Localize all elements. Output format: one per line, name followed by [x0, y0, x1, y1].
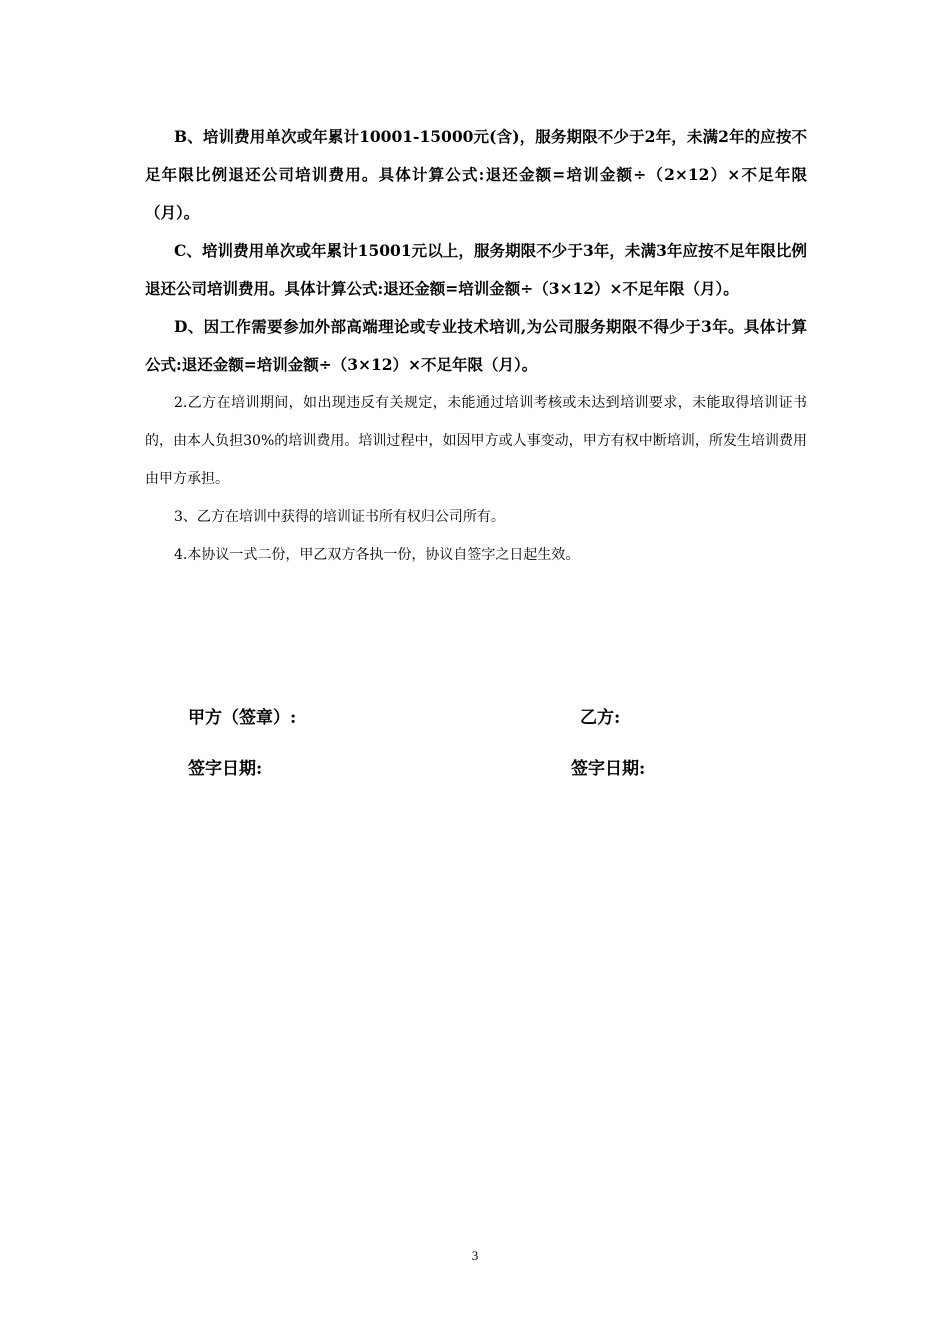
- party-b-signature-label: 乙方:: [580, 708, 621, 728]
- clause-2: 2.乙方在培训期间，如出现违反有关规定，未能通过培训考核或未达到培训要求，未能取得培训证书的，由本人负担30%的培训费用。培训过程中，如因甲方或人事变动，甲方有权中断培训，所发生培训费用由甲方承担。: [145, 395, 807, 487]
- page-number: 3: [471, 1248, 479, 1263]
- clause-d: D、因工作需要参加外部高端理论或专业技术培训,为公司服务期限不得少于3年。具体计算公式:退还金额=培训金额÷（3×12）×不足年限（月）。: [145, 317, 807, 374]
- party-a-date-label: 签字日期:: [188, 759, 263, 779]
- clause-3: 3、乙方在培训中获得的培训证书所有权归公司所有。: [174, 509, 505, 525]
- agreement-body: [145, 118, 807, 574]
- clause-b: B、培训费用单次或年累计10001-15000元(含)，服务期限不少于2年，未满2年的应按不足年限比例退还公司培训费用。具体计算公式:退还金额=培训金额÷（2×12）×不足年限（月）。: [145, 127, 807, 222]
- party-b-date-label: 签字日期:: [571, 759, 646, 779]
- party-a-signature-label: 甲方（签章）:: [188, 708, 297, 728]
- clause-c: C、培训费用单次或年累计15001元以上，服务期限不少于3年，未满3年应按不足年限比例退还公司培训费用。具体计算公式:退还金额=培训金额÷（3×12）×不足年限（月）。: [145, 241, 807, 298]
- clause-4: 4.本协议一式二份，甲乙双方各执一份，协议自签字之日起生效。: [174, 547, 580, 563]
